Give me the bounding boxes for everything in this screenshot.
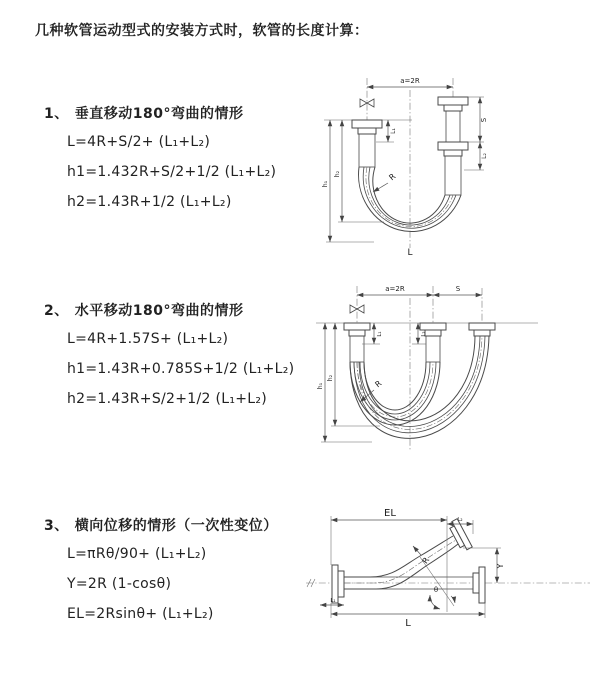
formula-line: h1=1.43R+0.785S+1/2 (L₁+L₂)	[67, 361, 295, 377]
diagram-lateral-displacement	[298, 502, 598, 642]
u-bend-displaced	[350, 336, 489, 438]
s-curve-hose	[344, 536, 458, 589]
section-2-number: 2、	[44, 303, 69, 319]
page-title: 几种软管运动型式的安装方式时，软管的长度计算：	[35, 23, 369, 39]
dimension-width	[367, 77, 453, 87]
dimension-h2-label: h₂	[327, 374, 334, 382]
section-2-heading	[44, 300, 243, 320]
braided-hose	[445, 156, 461, 195]
radius-leader	[413, 546, 431, 565]
section-2-heading-text: 水平移动180°弯曲的情形	[74, 303, 244, 319]
moved-flange	[469, 323, 495, 336]
dimension-el-label: EL	[384, 508, 396, 519]
section-3-heading	[44, 515, 278, 535]
dimension-l	[331, 603, 485, 629]
diagram-horizontal-bend	[306, 278, 574, 463]
formula-line: h1=1.432R+S/2+1/2 (L₁+L₂)	[67, 164, 277, 180]
right-flange	[438, 97, 468, 156]
angle-theta-label: θ	[433, 586, 439, 594]
formula-line: L=4R+1.57S+ (L₁+L₂)	[67, 331, 229, 347]
braided-hose	[359, 134, 375, 167]
braided-hose	[426, 336, 440, 362]
dimension-l2-label: L₂	[421, 331, 427, 337]
formula-line: EL=2Rsinθ+ (L₁+L₂)	[67, 606, 214, 622]
dimension-s-label: S	[480, 117, 488, 123]
section-3-heading-text: 横向位移的情形（一次性变位）	[74, 518, 278, 534]
dimension-l1-label: L₁	[330, 598, 336, 604]
dimension-y-label: Y	[496, 563, 505, 569]
diagram-vertical-bend	[312, 70, 562, 262]
section-1-number: 1、	[44, 106, 69, 122]
right-flange	[473, 567, 485, 603]
length-label: L	[407, 248, 413, 258]
radius-label: R	[420, 555, 432, 566]
radius-label: R	[373, 378, 384, 390]
radius-label: R	[387, 171, 398, 183]
dimension-h1-label: h₁	[317, 382, 324, 390]
dimension-s-label: S	[455, 285, 461, 293]
formula-line: h2=1.43R+S/2+1/2 (L₁+L₂)	[67, 391, 268, 407]
left-flange	[344, 323, 370, 336]
formula-line: L=πRθ/90+ (L₁+L₂)	[67, 546, 207, 562]
dimension-l1	[320, 598, 344, 605]
dimension-l2-label: L₂	[481, 153, 488, 159]
dimension-h2-label: h₂	[334, 170, 341, 178]
dimension-width-label: a=2R	[385, 285, 405, 293]
formula-line: L=4R+S/2+ (L₁+L₂)	[67, 134, 211, 150]
formula-line: h2=1.43R+1/2 (L₁+L₂)	[67, 194, 232, 210]
dimension-width-label: a=2R	[400, 77, 420, 85]
left-flange	[352, 120, 382, 134]
dimension-l2-label: L₂	[457, 517, 463, 523]
braided-hose	[350, 336, 364, 362]
formula-line: Y=2R (1-cosθ)	[67, 576, 172, 592]
u-bend-original	[350, 362, 440, 425]
section-1-heading-text: 垂直移动180°弯曲的情形	[74, 106, 244, 122]
dimension-s	[468, 97, 488, 142]
dimension-h1-label: h₁	[322, 180, 329, 188]
section-3-number: 3、	[44, 518, 69, 534]
dimension-l-label: L	[405, 618, 411, 629]
radius-leader	[373, 172, 398, 192]
dimension-l1-label: L₁	[377, 331, 383, 337]
section-1-heading	[44, 103, 243, 123]
dimension-width	[357, 285, 433, 295]
dimension-s	[433, 285, 482, 295]
dimension-l1-label: L₁	[390, 128, 397, 134]
